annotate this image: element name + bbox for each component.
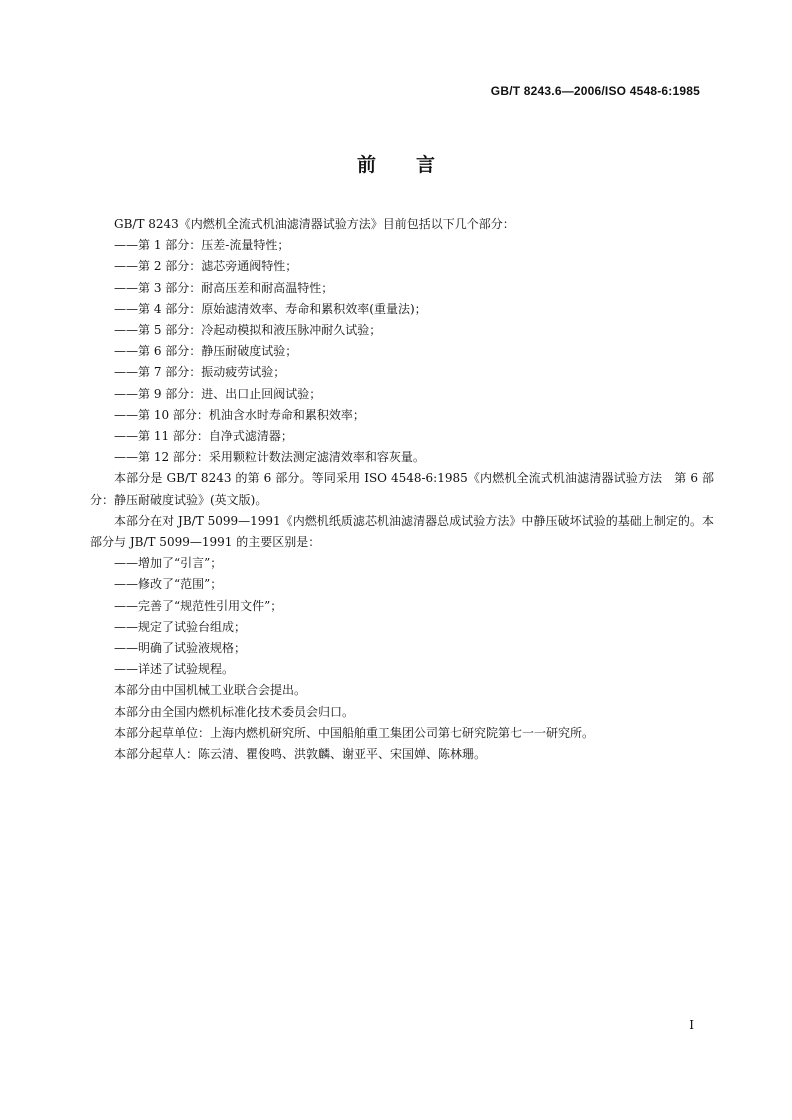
- list-item-part-1: ——第 1 部分：压差-流量特性；: [114, 238, 290, 253]
- list-item-part-5: ——第 5 部分：冷起动模拟和液压脉冲耐久试验；: [114, 323, 382, 338]
- committee-paragraph: 本部分由全国内燃机标准化技术委员会归口。: [114, 704, 355, 719]
- proposer-paragraph: 本部分由中国机械工业联合会提出。: [114, 683, 307, 698]
- change-item: ——修改了“范围”；: [114, 577, 223, 592]
- change-item: ——规定了试验台组成；: [114, 619, 247, 634]
- drafters-paragraph: 本部分起草人：陈云清、瞿俊鸣、洪敦麟、谢亚平、宋国婵、陈林珊。: [114, 747, 487, 762]
- change-item: ——完善了“规范性引用文件”；: [114, 598, 283, 613]
- drafting-units-paragraph: 本部分起草单位：上海内燃机研究所、中国船舶重工集团公司第七研究院第七一一研究所。: [114, 725, 595, 740]
- foreword-body: [90, 214, 714, 765]
- page-title: 前言: [356, 154, 475, 176]
- list-item-part-7: ——第 7 部分：振动疲劳试验；: [114, 365, 286, 380]
- basis-paragraph: 本部分在对 JB/T 5099—1991《内燃机纸质滤芯机油滤清器总成试验方法》中静压破坏试验的基础上制定的。本部分与 JB/T 5099—1991 的主要区别是：: [90, 513, 714, 550]
- change-item: ——增加了“引言”；: [114, 556, 223, 571]
- adoption-paragraph: 本部分是 GB/T 8243 的第 6 部分。等同采用 ISO 4548-6:1985《内燃机全流式机油滤清器试验方法 第 6 部分：静压耐破度试验》(英文版)。: [90, 471, 714, 507]
- change-item: ——详述了试验规程。: [114, 662, 235, 677]
- intro-paragraph: GB/T 8243《内燃机全流式机油滤清器试验方法》目前包括以下几个部分：: [114, 217, 515, 231]
- list-item-part-2: ——第 2 部分：滤芯旁通阀特性；: [114, 259, 298, 274]
- list-item-part-4: ——第 4 部分：原始滤清效率、寿命和累积效率(重量法)；: [114, 301, 427, 316]
- list-item-part-11: ——第 11 部分：自净式滤清器；: [114, 429, 293, 444]
- change-item: ——明确了试验液规格；: [114, 641, 247, 656]
- list-item-part-9: ——第 9 部分：进、出口止回阀试验；: [114, 386, 322, 401]
- list-item-part-6: ——第 6 部分：静压耐破度试验；: [114, 344, 298, 359]
- list-item-part-10: ——第 10 部分：机油含水时寿命和累积效率；: [114, 407, 365, 422]
- list-item-part-12: ——第 12 部分：采用颗粒计数法测定滤清效率和容灰量。: [114, 450, 425, 465]
- page-number: I: [689, 1018, 694, 1032]
- standard-number: GB/T 8243.6—2006/ISO 4548-6:1985: [490, 84, 700, 98]
- list-item-part-3: ——第 3 部分：耐高压差和耐高温特性；: [114, 280, 334, 295]
